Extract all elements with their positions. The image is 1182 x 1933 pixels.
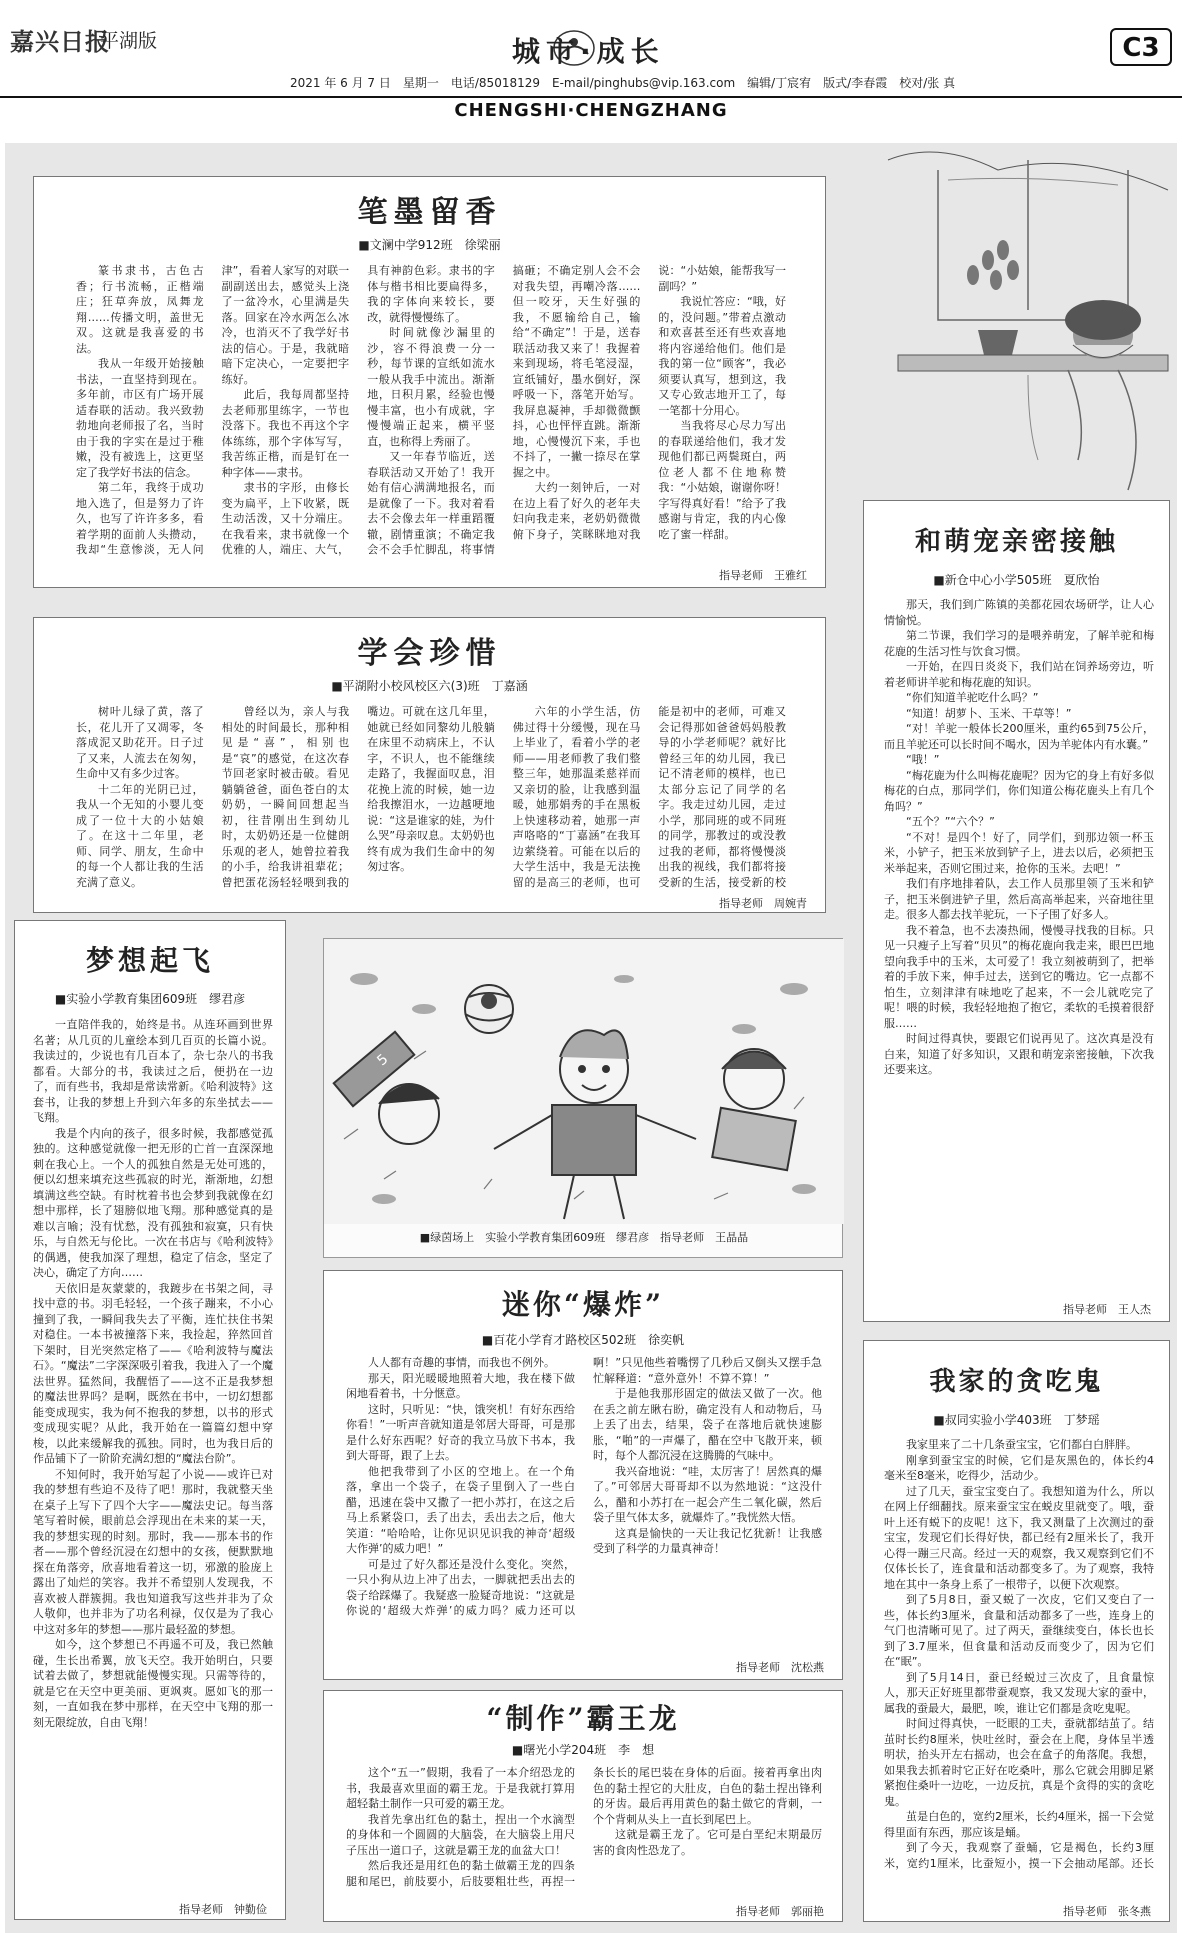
article-paragraph: “梅花鹿为什么叫梅花鹿呢？因为它的身上有好多似梅花的白点，那同学们，你们知道公梅花鹿头上有几个角吗？” (884, 768, 1154, 813)
child-drawing-illustration (323, 938, 843, 1258)
article-paragraph: 隶书的字形，由修长变为扁平，上下收紧，既生动活泼，又十分端庄。在我看来，隶书就像一个优雅的人，端庄、大气，具有神韵色彩。隶书的字体与楷书相比要扁得多，我的字体向来较长，要改，就得慢慢练了。 (221, 264, 495, 556)
article-body (884, 1437, 1154, 1899)
paper-name: 嘉兴日报 (10, 28, 110, 56)
article-paragraph: 然后我还是用红色的黏土做霸王龙的四条腿和尾巴，前肢要小，后肢要粗壮些，再捏一条长长的尾巴装在身体的后面。接着再拿出肉色的黏土捏它的大肚皮，白色的黏土捏出锋利的牙齿。最后再用黄色的黏土做它的背刺，一个个背刺从头上一直长到尾巴上。 (346, 1766, 822, 1888)
article-paragraph: 到了5月14日，蚕已经蜕过三次皮了，且食量惊人，那天正好班里都带蚕观察，我又发现大家的蚕中，属我的蚕最大，最肥，唉，谁让它们都是贪吃鬼呢。 (884, 1670, 1154, 1715)
article-paragraph: 这个“五一”假期，我看了一本介绍恐龙的书，我最喜欢里面的霸王龙。于是我就打算用超轻黏土制作一只可爱的霸王龙。 (346, 1766, 575, 1810)
article-paragraph: 六年的小学生活，仿佛过得十分缓慢，现在马上毕业了，看着小学的老师——用老师教了我们整整三年，她那温柔慈祥而又亲切的脸，让我感到温暖，她那娟秀的手在黑板上快速移动着，她那一声声咯咯的“丁嘉涵”在我耳边萦绕着。可能在以后的大学生活中，我是无法挽留的是高三的老师，也可能是初中的老师，可难又会记得那如爸爸妈妈般教导的小学老师呢？就好比曾经三年的幼儿园，我已记不清老师的模样，也已太部分忘记了同学的名字。我走过幼儿园，走过小学，那同班的或不同班的同学，那教过的或没教过我的老师，都将慢慢淡出我的视线，我们都将接受新的生活，接受新的校 (512, 705, 786, 889)
article-paragraph: 于是他我那形固定的做法又做了一次。他在丢之前左瞅右盼，确定没有人和动物后，马上丢了出去，结果，袋子在落地后就快速膨胀，“啪”的一声爆了，醋在空中飞散开来，顿时，每个人都沉浸在这腾腾的气味中。 (593, 1387, 822, 1462)
article-title: 迷你“爆炸” (501, 1288, 665, 1321)
article-body (884, 597, 1154, 1297)
section-title: 城市·成长 (512, 35, 665, 68)
article-paragraph: 一直陪伴我的，始终是书。从连环画到世界名著；从几页的儿童绘本到几百页的长篇小说。我读过的，少说也有几百本了，杂七杂八的书我都看。大部分的书，我读过之后，便扔在一边了，而有些书，我却是常读常新。《哈利波特》这套书，让我的梦想上升到六年多的东坐拭去——飞翔。 (33, 1018, 273, 1124)
article-paragraph: 我首先拿出红色的黏土，捏出一个水滴型的身体和一个圆圆的大脑袋，在大脑袋上用尺子压出一道口子，这就是霸王龙的血盆大口！ (346, 1812, 575, 1857)
article-paragraph: 大约一刻钟后，一对在边上看了好久的老年夫妇向我走来，老奶奶微微俯下身子，笑眯眯地对我说：“小姑娘，能帮我写一副吗？” (512, 264, 786, 541)
article-byline: ■曙光小学204班 李 想 (511, 1743, 655, 1757)
article-paragraph: 这时，只听见：“快，饿突机！有好东西给你看！”一听声音就知道是邻居大哥哥，可是那是什么好东西呢？好奇的我立马放下书本，我到大哥哥，跟了上去。 (346, 1402, 575, 1462)
girl-window-illustration (878, 130, 1178, 500)
article-paragraph: “知道！胡萝卜、玉米、干草等！” (906, 706, 1072, 720)
article-paragraph: 那天，阳光暖暖地照着大地，我在楼下做闲地看着书，十分惬意。 (346, 1371, 575, 1400)
article-bimo-liuxiang (33, 176, 826, 588)
article-paragraph: 我兴奋地说：“哇，太厉害了！居然真的爆了。”可邻居大哥哥却不以为然地说：“这没什么，醋和小苏打在一起会产生二氧化碳，然后袋子里气体太多，就爆炸了。”我恍然大悟。 (593, 1464, 822, 1524)
article-title: “制作”霸王龙 (486, 1702, 680, 1735)
article-title: 梦想起飞 (85, 944, 214, 977)
football-drawing (324, 939, 844, 1224)
article-byline: ■新仓中心小学505班 夏欣怡 (933, 573, 1100, 587)
article-paragraph: 当我将尽心尽力写出的春联递给他们，我才发现他们都已两鬓斑白，两位老人都不住地称赞我：“小姑娘，谢谢你呀！字写得真好看！”给予了我感谢与肯定，我的内心像吃了蜜一样甜。 (658, 419, 786, 541)
article-byline: ■叔同实验小学403班 丁梦瑶 (933, 1413, 1100, 1427)
article-teacher: 指导老师 钟勤俭 (179, 1903, 267, 1916)
jersey-number: 5 (374, 1051, 392, 1070)
article-paragraph: 又一年春节临近，送春联活动又开始了！我开始有信心满满地报名，而是就像了一下。我对着看去不会像去年一样重蹈覆辙，剧情重演；不确定我会不会手忙脚乱，将事情搞砸；不确定别人会不会对我失望，再嘲冷落……但一咬牙，天生好强的我，不愿输给自己，输给“不确定”！于是，送春联活动我又来了！我握着来到现场，将毛笔浸湿，宣纸铺好，墨水倒好，深呼吸一下，落笔开始写。我屏息凝神，手却微微颤抖，心也怦怦直跳。渐渐地，心慢慢沉下来，手也不抖了，一撇一捺尽在掌握之中。 (367, 264, 641, 556)
article-body (346, 1765, 822, 1897)
article-xuehui-zhenxi (33, 617, 826, 913)
article-paragraph: 到了5月8日，蚕又蜕了一次皮，它们又变白了一些，体长约3厘米，食量和活动都多了一些，连身上的气门也清晰可见了。过了两天，蚕继续变白，体长也长到了3.7厘米，但食量和活动反而变少了，因为它们在“眠”。 (884, 1593, 1154, 1668)
article-paragraph: 人人都有奇趣的事情，而我也不例外。 (368, 1356, 555, 1369)
article-paragraph: “你们知道羊驼吃什么吗？” (906, 691, 1039, 704)
article-paragraph: 天依旧是灰蒙蒙的，我踱步在书架之间，寻找中意的书。羽毛轻轻，一个孩子蹦来，不小心撞到了我，一瞬间我失去了平衡，连忙扶住书架对稳住。一本书被撞落下来，我捡起，猝然回首下架时，目光突然定格了——《哈利波特与魔法石》。“魔法”二字深深吸引着我，我进入了一个魔法世界。猛然间，我醒悟了——这不正是我梦想的魔法世界吗？是啊，既然在书中，一切幻想都能变成现实，我为何不抱我的梦想，以书的形式变成现实呢？从此，我开始在一篇篇幻想中穿梭，以此来缓解我的孤独。同时，也为我日后的作品铺下了一阶阶充满幻想的“魔法台阶”。 (33, 1281, 273, 1465)
article-mini-baozha (323, 1270, 843, 1680)
article-body (76, 263, 786, 563)
article-paragraph: 如今，这个梦想已不再遥不可及，我已然触碰，生长出希翼，放飞天空。我开始明白，只要试着去做了，梦想就能慢慢实现。只需等待的，就是它在天空中更美丽、更飒爽。愿如飞的那一刻，一直如我在梦中那样，在天空中飞翔的那一刻无限绽放，自由飞翔！ (33, 1638, 273, 1729)
article-paragraph: 第二节课，我们学习的是喂养萌宠，了解羊驼和梅花鹿的生活习性与饮食习惯。 (884, 629, 1154, 658)
article-paragraph: 不知何时，我开始写起了小说——或许已对我的梦想有些迫不及待了吧！那时，我就整天坐在桌子上写下了四个大字——魔法史记。每当落笔写着时候，眼前总会浮现出在未来的某一天，我的梦想实现的时刻。那时，我——那本书的作者——那个曾经沉浸在幻想中的女孩，便默默地探在角落旁，欣喜地看着这一切，邪激的脸庞上露出了灿烂的笑容。我并不希望别人发现我，不喜欢被人群簇拥。我也知道我写这些并非为了众人敬仰，也并非为了功名利禄，仅仅是为了我心中这对多年的梦想——那片最轻盈的梦想。 (33, 1467, 273, 1636)
article-paragraph: 曾经以为，亲人与我相处的时间最长，那种相见是“喜”，相别也是“哀”的感觉，在这次春节回老家时被击破。看见躺躺爸爸，面色苍白的太奶奶，一瞬间回想起当初，往昔刚出生到幼儿时，太奶奶还是一位健朗乐观的老人，她曾拉着我的小手，给我讲祖辈花；曾把蛋花汤轻轻喂到我的嘴边。可就在这几年里，她就已经如同黎幼儿般躺在床里不动病床上，不认字，不识人，也不能继续走路了，我握面叹息，泪花挽上流的时候，她一边给我擦泪水，一边越哽地说：“这是谁家的娃，为什么哭”母亲叹息。太奶奶也终有成为我们生命中的匆匆过客。 (221, 705, 495, 889)
header-rule (0, 96, 1182, 98)
article-title: 笔墨留香 (357, 195, 502, 230)
article-paragraph: 第二年，我终于成功地入选了，但是努力了许久，也写了许许多多，看着学期的面前人头攒动，我却“生意惨淡，无人问津”，看着人家写的对联一副副送出去，感觉头上浇了一盆冷水，心里满是失落。回家在冷水两怎么冰冷，也消灭不了我学好书法的信心。于是，我就暗暗下定决心，一定要把字练好。 (76, 264, 350, 556)
article-byline: ■平湖附小校风校区六(3)班 丁嘉涵 (331, 679, 528, 693)
article-paragraph: 我们有序地排着队，去工作人员那里领了玉米和铲子，把玉米倒进铲子里，然后高高举起来，兴奋地往里走。很多人都去找羊驼玩，一下子围了好多人。 (884, 877, 1154, 921)
article-paragraph: 到了今天，我观察了蚕蛹，它是褐色，长约3厘米，宽约1厘米，比蚕短小，摸一下会抽动尾部。还长 (884, 1841, 1154, 1870)
article-paragraph: “哦！” (906, 753, 940, 766)
article-teacher: 指导老师 郭丽艳 (736, 1905, 824, 1918)
edition-label: 平湖版 (100, 30, 158, 52)
article-title: 学会珍惜 (357, 636, 502, 671)
article-teacher: 指导老师 周婉青 (719, 897, 807, 910)
article-paragraph: 我是个内向的孩子，很多时候，我都感觉孤独的。这种感觉就像一把无形的亡首一直深深地刺在我心上。一个人的孤独自然是无处可逃的，便以幻想来填充这些孤寂的时光，渐渐地，幻想填满这些空缺。有时枕着书也会梦到我就像在幻想中那样，长了翅膀似地飞翔。那种感觉真的是难以言喻；没有忧愁，没有孤独和寂寞，只有快乐，与自然无与伦比。一次在书店与《哈利波特》的偶遇，使我加深了理想，稳定了信念，坚定了决心，确定了方向…… (33, 1126, 273, 1279)
article-paragraph: 过了几天，蚕宝宝变白了。我想知道为什么，所以在网上仔细翻找。原来蚕宝宝在蜕皮里就变了。哦，蚕叶上还有蜕下的皮呢！这下，我又测量了上次测过的蚕宝宝，发现它们长得好快，都已经有2厘米长了，我开心得一蹦三尺高。经过一天的观察，我又观察到它们不仅体长长了，连食量和活动都变多了。为了观察，我特地在其中一条身上系了一根带子，以便下次观察。 (884, 1484, 1154, 1591)
article-title: 我家的贪吃鬼 (929, 1367, 1104, 1397)
article-mengxiang-qifei (14, 920, 286, 1920)
article-paragraph: “对！羊驼一般体长200厘米，重约65到75公斤，而且羊驼还可以长时间不喝水，因为羊驼体内有水囊。” (884, 722, 1154, 751)
article-paragraph: “不对！是四个！好了，同学们，到那边领一杯玉米，小铲子，把玉米放到铲子上，进去以后，必须把玉米举起来，否则它围过来，抢你的玉米。去吧！” (884, 830, 1154, 875)
article-paragraph: 刚拿到蚕宝宝的时候，它们是灰黑色的，体长约4毫米至8毫米，吃得少，活动少。 (884, 1453, 1154, 1482)
article-paragraph: 树叶儿绿了黄，落了长，花儿开了又凋零，冬落成泥又助花开。日子过了又来，人流去在匆匆，生命中又有多少过客。 (76, 705, 204, 780)
article-body (33, 1017, 273, 1897)
article-paragraph: 这就是霸王龙了。它可是白垩纪末期最厉害的食肉性恐龙了。 (593, 1828, 822, 1857)
article-paragraph: 我从一年级开始接触书法，一直坚持到现在。多年前，市区有广场开展适春联的活动。我兴致勃勃地向老师报了名，当时由于我的字实在是过于稚嫩，没有被选上，这更坚定了我学好书法的信念。 (76, 357, 204, 479)
article-byline: ■实验小学教育集团609班 缪君彦 (54, 992, 246, 1006)
page-number: C3 (1110, 28, 1172, 66)
article-teacher: 指导老师 沈松燕 (736, 1661, 824, 1674)
article-teacher: 指导老师 王雅红 (719, 569, 807, 582)
article-paragraph: 一开始，在四日炎炎下，我们站在饲养场旁边，听着老师讲羊驼和梅花鹿的知识。 (884, 660, 1154, 689)
article-paragraph: 茧是白色的，宽约2厘米，长约4厘米，摇一下会觉得里面有东西，那应该是蛹。 (884, 1810, 1154, 1839)
article-body (76, 704, 786, 892)
illustration-caption: ■绿茵场上 实验小学教育集团609班 缪君彦 指导老师 王晶晶 (419, 1231, 749, 1244)
article-paragraph: 我说忙答应：“哦，好的，没问题。”带着点激动和欢喜甚至还有些欢喜地将内容递给他们。他们是我的第一位“顾客”，我必须要认真写，想到这，我又专心致志地开工了，每一笔都十分用心。 (658, 295, 786, 417)
date-line: 2021 年 6 月 7 日 星期一 电话/85018129 E-mail/pinghubs@vip.163.com 编辑/丁宸宥 版式/李春霞 校对/张 真 (290, 76, 956, 90)
article-hemeng-chongqin (863, 500, 1170, 1322)
article-byline: ■百花小学育才路校区502班 徐奕帆 (481, 1333, 685, 1347)
article-paragraph: “五个？”“六个？” (906, 815, 995, 828)
masthead (0, 0, 1182, 125)
article-tanchi-gui (863, 1340, 1170, 1922)
article-paragraph: 那天，我们到广陈镇的美都花园农场研学，让人心情愉悦。 (884, 598, 1154, 627)
article-paragraph: 我不着急，也不去凑热闹，慢慢寻找我的目标。只见一只瘦子上写着“贝贝”的梅花鹿向我走来，眼巴巴地望向我手中的玉米，太可爱了！我立刻被萌到了，把举着的手放下来，伸手过去，送到它的嘴边。它一点都不怕生，立刻津津有味地吃了起来，不一会儿就吃完了呢！喂的时候，我轻轻地抱了抱它，柔软的毛摸着很舒服…… (884, 923, 1154, 1030)
article-paragraph: 可是过了好久都还是没什么变化。突然，一只小狗从边上冲了出去，一脚就把丢出去的袋子给踩爆了。我疑惑一脸疑奇地说：“这就是你说的‘超级大炸弹’的威力吗？威力还可以啊！”只见他些着嘴愣了几秒后又倒头又摆手急忙解释道：“意外意外！不算不算！” (346, 1356, 822, 1617)
article-title: 和萌宠亲密接触 (914, 527, 1118, 557)
article-paragraph: 此后，我每周都坚持去老师那里练字，一节也没落下。我也不再这个字体练练，那个字体写写，我苦练正楷，而是钉在一种字体——隶书。 (221, 388, 350, 479)
article-teacher: 指导老师 张冬燕 (1063, 1905, 1151, 1918)
article-paragraph: 时间过得真快，一眨眼的工夫，蚕就都结茧了。结茧时长约8厘米，快吐丝时，蚕会在上爬，身体呈半透明状，抬头开左右摇动，也会在盒子的角落爬。我想，如果我去抓着时它正好在吃桑叶，那么它就会用脚足紧紧抱住桑叶一边吃，一边反抗，真是个贪得的实的贪吃鬼。 (884, 1717, 1154, 1808)
article-body (346, 1355, 822, 1647)
article-paragraph: 篆书隶书，古色古香；行书流畅，正楷端庄；狂草奔放，凤舞龙翔……传播文明，盖世无双。这就是我喜爱的书法。 (76, 264, 204, 355)
article-paragraph: 他把我带到了小区的空地上。在一个角落，拿出一个袋子，在袋子里倒入了一些白醋，迅速在袋中又撒了一把小苏打，在这之后马上系紧袋口，丢了出去，丢出去之后，他大笑道：“哈哈哈，让你见识见识我的神奇‘超级大作弹’的威力吧！” (346, 1464, 575, 1555)
article-paragraph: 时间就像沙漏里的沙，容不得浪费一分一秒，每节课的宣纸如流水一般从我手中流出。渐渐地，日积月累，经验也慢慢丰富，也小有成就，字慢慢端正起来，横平竖直，也称得上秀丽了。 (367, 326, 495, 448)
article-teacher: 指导老师 王人杰 (1063, 1303, 1151, 1316)
article-paragraph: 这真是愉快的一天让我记忆犹新！让我感受到了科学的力量真神奇！ (593, 1526, 822, 1555)
article-paragraph: 我家里来了二十几条蚕宝宝，它们都白白胖胖。 (906, 1438, 1137, 1451)
article-zhizuo-bawanglong (323, 1690, 843, 1922)
article-byline: ■文澜中学912班 徐梁丽 (358, 238, 501, 252)
section-pinyin: CHENGSHI·CHENGZHANG (454, 100, 728, 121)
article-paragraph: 十二年的光阴已过，我从一个无知的小婴儿变成了一位十大的小姑娘了。在这十二年里，老师、同学、朋友，生命中的每一个人都让我的生活充满了意义。 (76, 782, 204, 889)
article-paragraph: 时间过得真快，要跟它们说再见了。这次真是没有白来，知道了好多知识，又跟和萌宠亲密接触，下次我还要来这。 (884, 1032, 1154, 1076)
